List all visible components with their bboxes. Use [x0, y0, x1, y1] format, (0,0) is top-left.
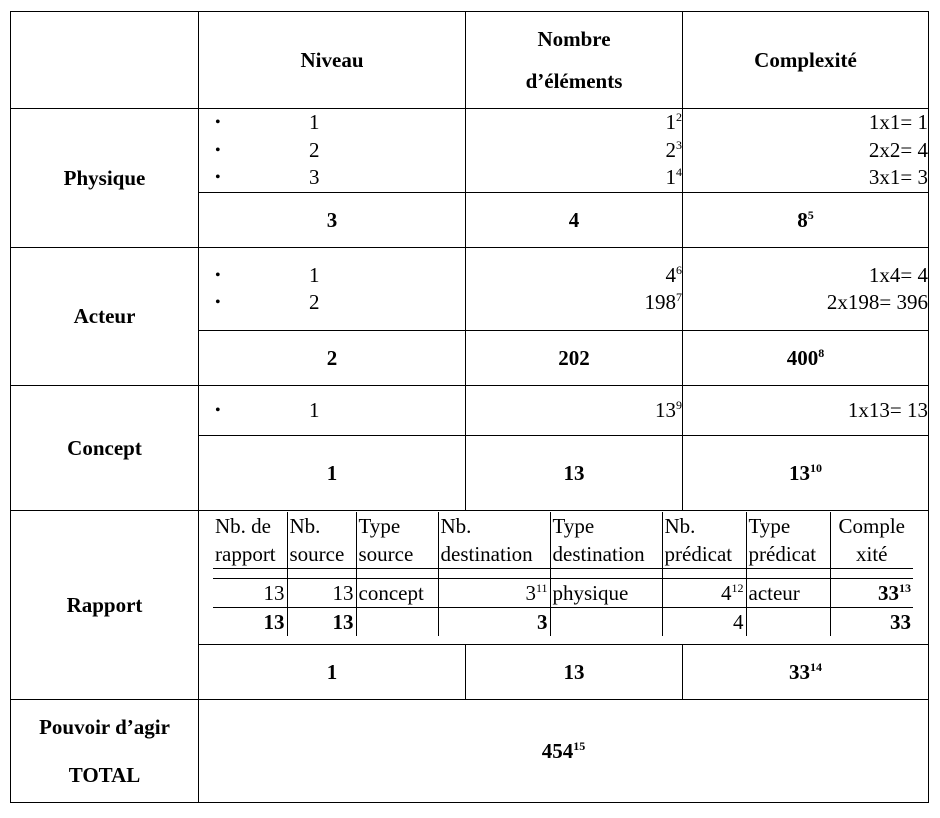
header-empty-cell — [11, 12, 199, 109]
total-complexity-value: 400 — [786, 345, 819, 370]
count-value: 2 — [665, 137, 676, 162]
total-complexity-value: 33 — [789, 659, 810, 684]
header-row — [11, 12, 929, 109]
acteur-counts — [466, 248, 683, 331]
complexity-value — [830, 579, 913, 608]
level-value: 2 — [309, 137, 320, 162]
footnote-ref: 7 — [676, 290, 682, 304]
nb-source-value: 13 — [287, 579, 356, 608]
count-value: 198 — [644, 290, 676, 314]
bullet-icon: • — [215, 401, 221, 419]
concept-complexities — [683, 386, 929, 436]
acteur-label: Acteur — [11, 248, 199, 386]
concept-total-level: 1 — [199, 436, 466, 511]
rapport-subtable — [213, 512, 913, 636]
pouvoir-row — [11, 700, 929, 803]
sum-nb-predicat: 4 — [662, 608, 746, 637]
header-line: rapport — [215, 542, 276, 566]
physique-counts — [466, 109, 683, 193]
physique-complexities — [683, 109, 929, 193]
level-value: 2 — [309, 290, 320, 314]
header-line: Comple — [838, 514, 905, 538]
physique-total-count: 4 — [466, 193, 683, 248]
sum-empty — [356, 608, 438, 637]
physique-label: Physique — [11, 109, 199, 248]
header-niveau: Niveau — [199, 12, 466, 109]
acteur-total-count: 202 — [466, 331, 683, 386]
total-complexity-value: 13 — [789, 460, 810, 485]
level-value: 3 — [309, 165, 320, 190]
total-complexity-value: 8 — [797, 207, 808, 232]
header-line: xité — [856, 542, 888, 566]
header-line: Nb. — [440, 514, 472, 538]
rapport-detail-row — [11, 511, 929, 645]
header-line: Nb. — [664, 514, 696, 538]
nb-predicat-value — [662, 579, 746, 608]
pouvoir-label-line2: TOTAL — [68, 763, 141, 787]
physique-total-level: 3 — [199, 193, 466, 248]
footnote-ref: 10 — [810, 460, 822, 475]
count-value: 1 — [665, 165, 676, 190]
rapport-subtable-sum-row — [213, 608, 913, 637]
complexity-table — [10, 11, 929, 803]
footnote-ref: 8 — [818, 345, 825, 360]
header-line: source — [358, 542, 414, 566]
nb-destination-value — [438, 579, 550, 608]
header-line: Type — [552, 514, 595, 538]
sum-nb-destination: 3 — [438, 608, 550, 637]
count-value: 1 — [665, 110, 676, 135]
level-value: 1 — [309, 110, 320, 135]
footnote-ref: 2 — [676, 110, 682, 125]
header-line: destination — [440, 542, 533, 566]
col-nb-source — [287, 512, 356, 569]
header-nombre-line2: d’éléments — [525, 69, 623, 93]
col-nb-rapport — [213, 512, 287, 569]
physique-items-row — [11, 109, 929, 193]
rapport-subtable-header — [213, 512, 913, 569]
rapport-detail-cell — [199, 511, 929, 645]
rapport-total-level: 1 — [199, 645, 466, 700]
rapport-total-count: 13 — [466, 645, 683, 700]
col-type-source — [356, 512, 438, 569]
footnote-ref: 9 — [676, 397, 682, 412]
col-nb-predicat — [662, 512, 746, 569]
acteur-levels — [199, 248, 466, 331]
header-line: prédicat — [664, 542, 733, 566]
count-value: 4 — [665, 262, 676, 287]
header-line: prédicat — [748, 542, 817, 566]
header-complexite: Complexité — [683, 12, 929, 109]
col-complexite — [830, 512, 913, 569]
complexity-value: 1x1= 1 — [868, 110, 928, 135]
complexity-value: 2x2= 4 — [868, 137, 928, 162]
concept-levels — [199, 386, 466, 436]
bullet-icon: • — [215, 114, 221, 132]
sum-empty — [550, 608, 662, 637]
header-line: destination — [552, 542, 645, 566]
bullet-icon: • — [215, 266, 221, 284]
footnote-ref: 6 — [676, 262, 682, 277]
complexity-value: 3x1= 3 — [868, 165, 928, 190]
header-line: Type — [358, 514, 401, 538]
pouvoir-label-line1: Pouvoir d’agir — [39, 715, 170, 739]
rapport-subtable-gap — [213, 569, 913, 579]
concept-total-count: 13 — [466, 436, 683, 511]
header-line: Nb. — [289, 514, 321, 538]
header-line: source — [289, 542, 345, 566]
pouvoir-total-value: 454 — [541, 738, 574, 763]
col-nb-destination — [438, 512, 550, 569]
bullet-icon: • — [215, 141, 221, 159]
footnote-ref: 4 — [676, 165, 682, 180]
header-nombre-line1: Nombre — [537, 27, 611, 51]
type-source-value: concept — [356, 579, 438, 608]
rapport-total-complexity — [683, 645, 929, 700]
acteur-items-row — [11, 248, 929, 331]
sum-nb-source: 13 — [287, 608, 356, 637]
pouvoir-label — [11, 700, 199, 803]
pouvoir-total — [199, 700, 929, 803]
footnote-ref: 15 — [573, 738, 586, 753]
acteur-total-level: 2 — [199, 331, 466, 386]
complexity-value: 1x4= 4 — [868, 262, 928, 287]
value: 4 — [721, 581, 732, 605]
type-destination-value: physique — [550, 579, 662, 608]
value: 3 — [525, 581, 536, 605]
level-value: 1 — [309, 397, 320, 422]
footnote-ref: 14 — [810, 659, 822, 674]
concept-items-row — [11, 386, 929, 436]
bullet-icon: • — [215, 294, 221, 311]
concept-counts — [466, 386, 683, 436]
acteur-complexities — [683, 248, 929, 331]
header-line: Type — [748, 514, 791, 538]
footnote-ref: 12 — [731, 581, 744, 595]
concept-total-complexity — [683, 436, 929, 511]
concept-label: Concept — [11, 386, 199, 511]
rapport-subtable-data-row — [213, 579, 913, 608]
rapport-label: Rapport — [11, 511, 199, 700]
bullet-icon: • — [215, 169, 221, 187]
col-type-destination — [550, 512, 662, 569]
header-line: Nb. de — [215, 514, 271, 538]
sum-empty — [746, 608, 830, 637]
complexity-value: 1x13= 13 — [847, 397, 928, 422]
type-predicat-value: acteur — [746, 579, 830, 608]
footnote-ref: 11 — [535, 581, 548, 595]
value: 33 — [878, 581, 899, 605]
physique-total-complexity — [683, 193, 929, 248]
col-type-predicat — [746, 512, 830, 569]
footnote-ref: 13 — [899, 581, 911, 595]
footnote-ref: 5 — [807, 207, 814, 222]
complexity-value: 2x198= 396 — [826, 290, 928, 314]
footnote-ref: 3 — [676, 137, 682, 152]
count-value: 13 — [655, 397, 676, 422]
header-nombre — [466, 12, 683, 109]
level-value: 1 — [309, 262, 320, 287]
nb-rapport-value: 13 — [213, 579, 287, 608]
sum-complexity: 33 — [830, 608, 913, 637]
acteur-total-complexity — [683, 331, 929, 386]
physique-levels — [199, 109, 466, 193]
sum-nb-rapport: 13 — [263, 610, 285, 634]
